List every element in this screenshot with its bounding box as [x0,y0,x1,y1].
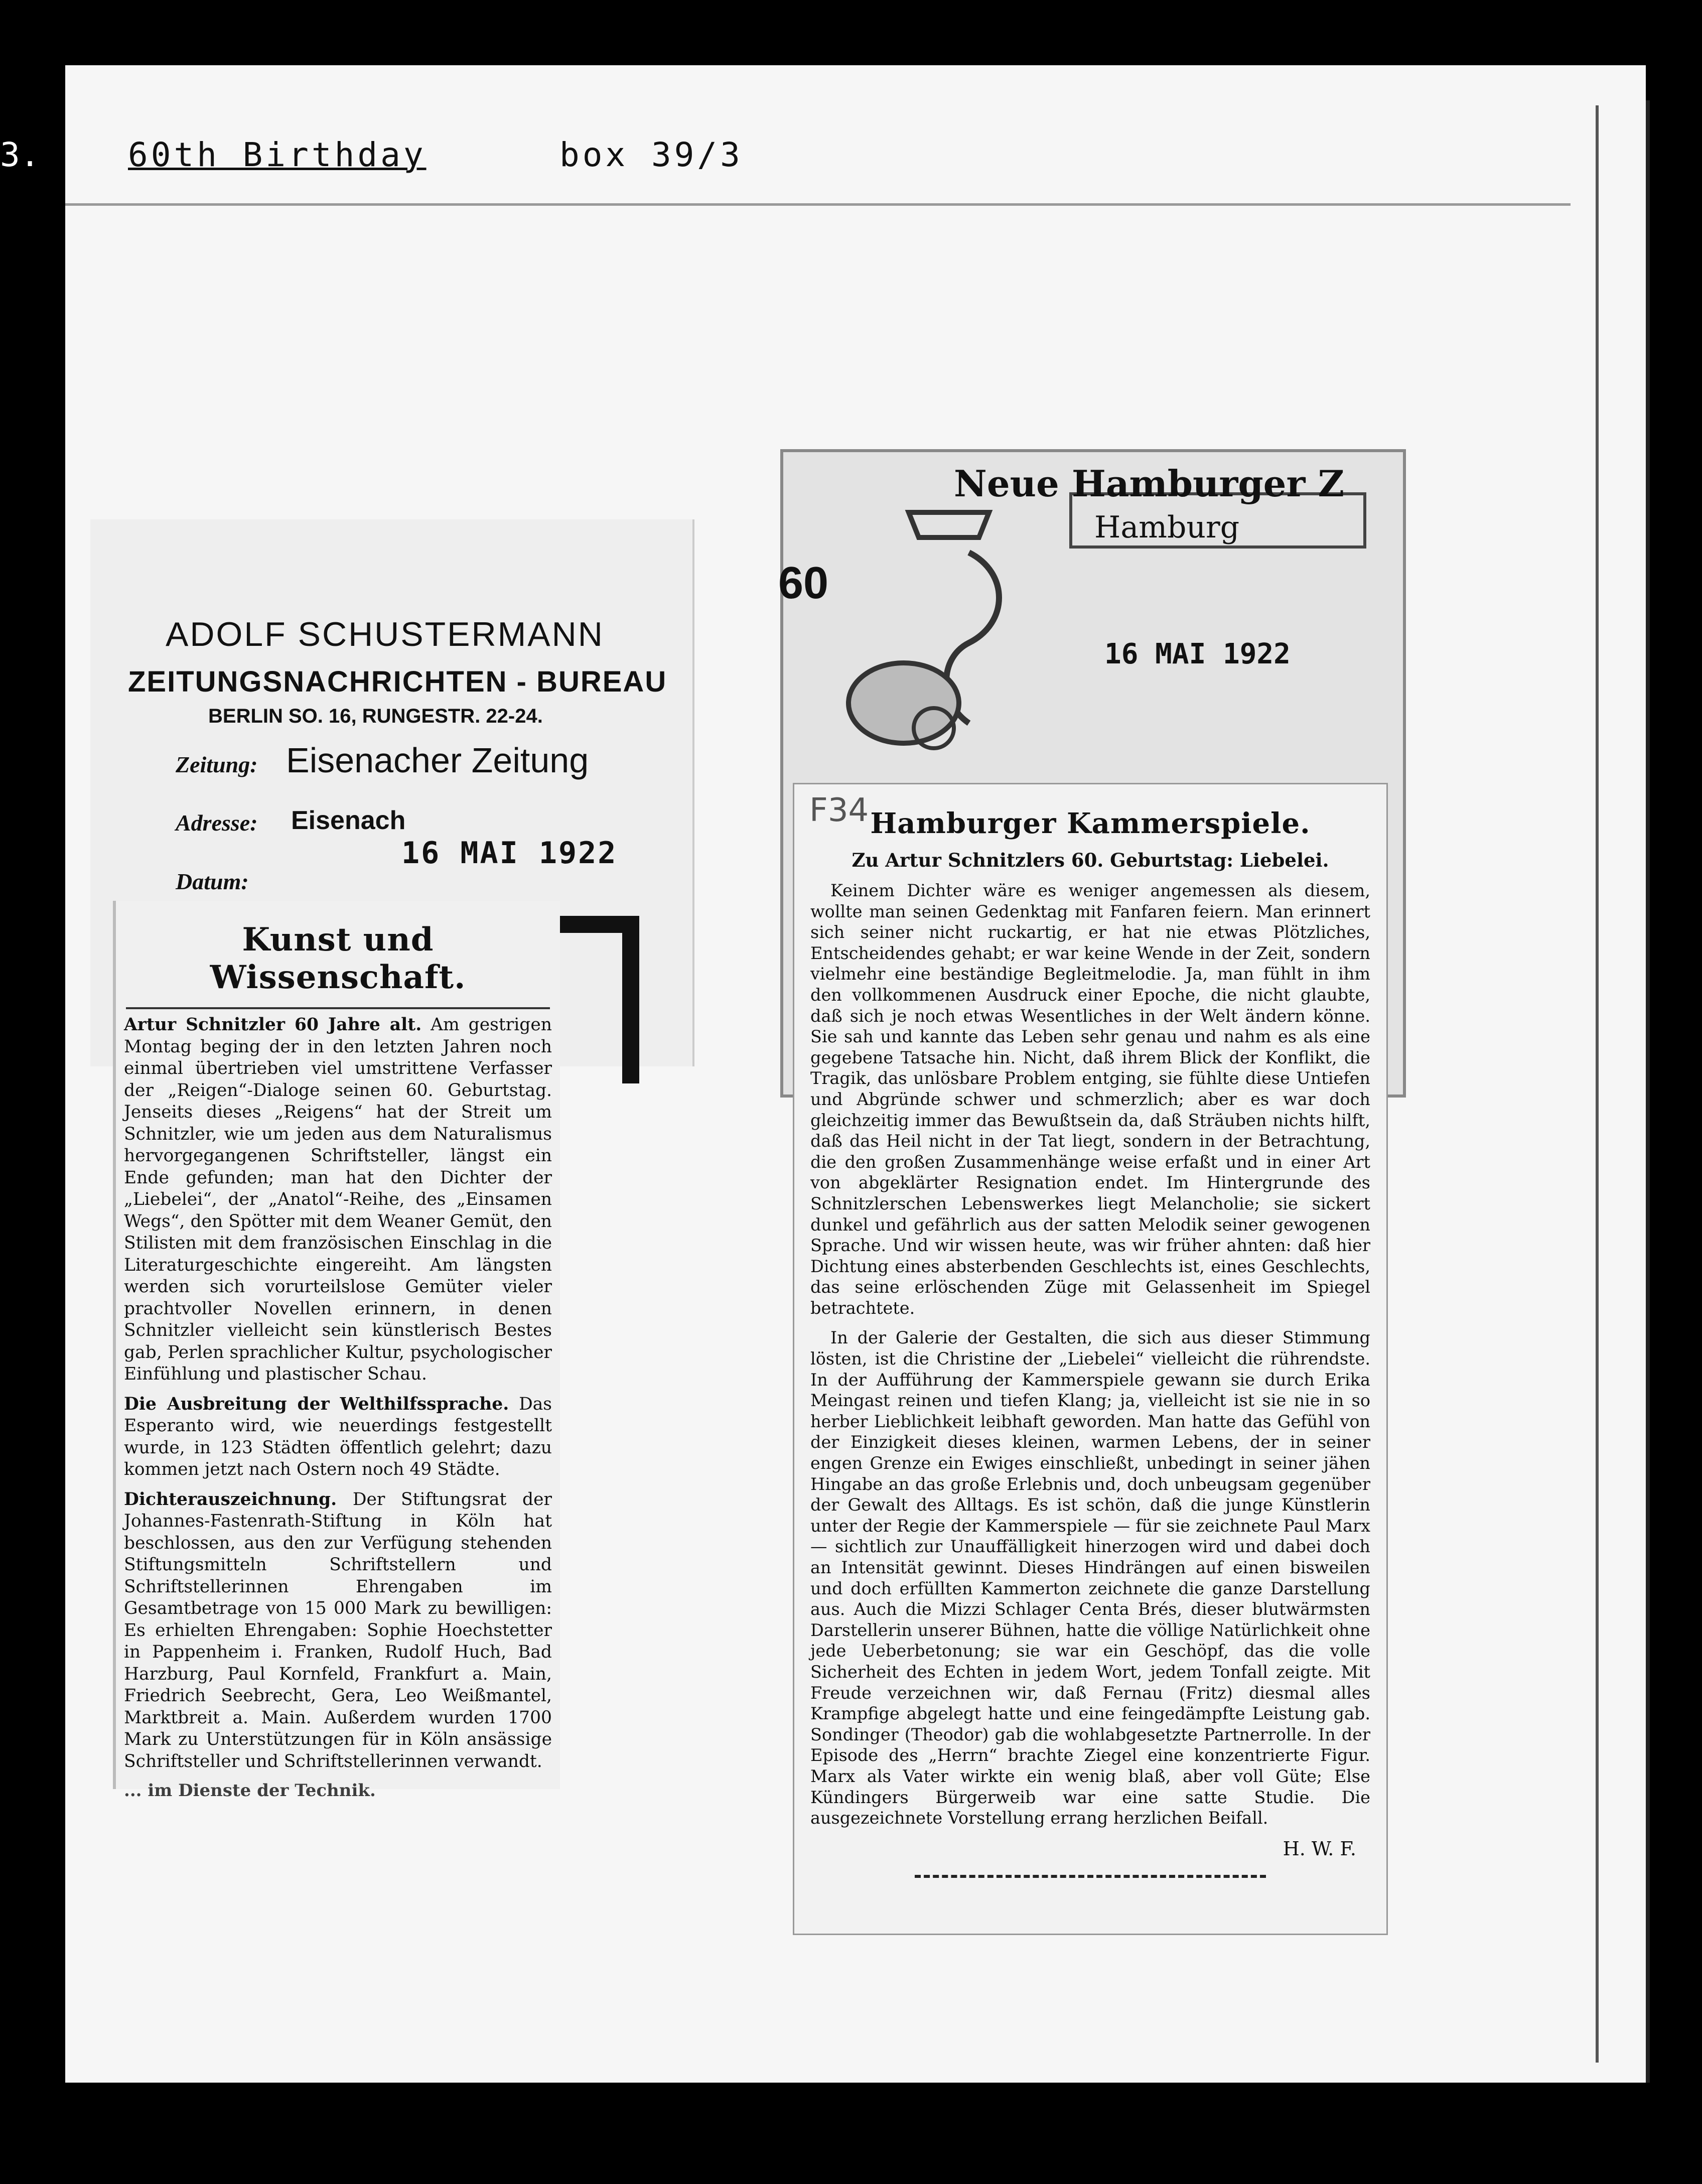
bureau-subtitle: ZEITUNGSNACHRICHTEN - BUREAU [128,665,667,698]
left-paragraph-3 [124,1489,552,1773]
bureau-address: BERLIN SO. 16, RUNGESTR. 22-24. [208,705,543,727]
left-p1-text: Am gestrigen Montag beging der in den letzten Jahren noch einmal übertrieben viel umstrittene Verfasser der „Reigen“-Dialoge seinen 60. Geburtstag. Jenseits dieses „Reigens“ hat der Streit um Schnitzler, wie um jeden aus dem Naturalismus hervorgegangenen Schriftsteller, längst ein Ende gefunden; man hat den Dichter der „Liebelei“, der „Anatol“-Reihe, des „Einsamen Wegs“, den Spötter mit dem Weaner Gemüt, den Stilisten mit dem französischen Einschlag in die Literaturgeschichte eingereiht. Am längsten werden sich vorurteilslose Gemüter vieler prachtvoller Novellen erinnern, in denen Schnitzler vielleicht sein künstlerisch Bestes gab, Perlen sprachlicher Kultur, psychologischer Einfühlung und plastischer Schau. [124,1015,552,1384]
left-p2-text: Das Esperanto wird, wie neuerdings festgestellt wurde, in 123 Städten öffentlich gelehrt; dazu kommen jetzt nach Ostern noch 49 Städte. [124,1394,552,1479]
stamp-date: 16 MAI 1922 [1104,638,1291,670]
right-clipping [793,783,1388,1935]
left-p2-lead: Die Ausbreitung der Welthilfssprache. [124,1394,509,1414]
header-box-number: box 39/3 [559,135,743,174]
label-adresse: Adresse: [176,810,258,836]
left-paragraph-1 [124,1014,552,1386]
left-p3-lead: Dichterauszeichnung. [124,1489,337,1510]
left-p3-text: Der Stiftungsrat der Johannes-Fastenrath-Stiftung in Köln hat beschlossen, aus den zur Verfügung stehenden Stiftungsmitteln Schriftstellern und Schriftstellerinnen Ehrengaben im Gesamtbetrage von 15 000 Mark zu bewilligen: Es erhielten Ehrengaben: Sophie Hoechstetter in Pappenheim i. Franken, Rudolf Huch, Bad Harzburg, Paul Kornfeld, Frankfurt a. Main, Friedrich Seebrecht, Gera, Leo Weißmantel, Marktbreit a. Main. Außerdem wurden 1700 Mark zu Unterstützungen für in Köln ansässige Schriftsteller und Schriftstellerinnen verwandt. [124,1489,552,1771]
label-datum: Datum: [176,869,249,894]
datum-stamp: 16 MAI 1922 [401,836,618,871]
right-paragraph-2: In der Galerie der Gestalten, die sich aus dieser Stimmung lösten, ist die Christine der „Liebelei“ vielleicht die rührendste. In der Aufführung der Kammerspiele gewann sie durch Erika Meingast reinen und tiefen Klang; ja, vielleicht ist sie nie in so herber Lieblichkeit leibhaft geworden. Man hatte das Gefühl von der Einzigkeit dieses kleinen, warmen Lebens, der in seiner engen Grenze ein Ewiges einschließt, unbedingt in seiner jähen Hingabe an das große Erlebnis und, doch unbeugsam gegenüber der Gewalt des Alltags. Es ist schön, daß die junge Künstlerin unter der Regie der Kammerspiele — für sie zeichnete Paul Marx — sichtlich zur Unauffälligkeit hinerzogen wird und dabei doch an Intensität gewinnt. Dieses Hindrängen auf einen bisweilen und doch erfüllten Kammerton zeichnete die ganze Darstellung aus. Auch die Mizzi Schlager Centa Brés, dieser blutwärmsten Darstellerin unserer Bühnen, hatte die völlige Natürlichkeit ohne jede Ueberbetonung; sie war ein Geschöpf, das die volle Sicherheit des Echten in jedem Wort, jedem Tonfall zeigte. Mit Freude verzeichnen wir, daß Fernau (Fritz) diesmal alles Krampfige abgelegt hatte und eine feingedämpfte Leistung gab. Sondinger (Theodor) gab die wohlabgesetzte Partnerrolle. In der Episode des „Herrn“ brachte Ziegel eine konzentrierte Figur. Marx als Vater wirkte ein wenig blaß, aber voll Güte; Else Kündingers Bürgerweib war eine satte Studie. Die ausgezeichnete Vorstellung errang herzlichen Beifall. [810,1328,1370,1828]
right-article-heading: Hamburger Kammerspiele. [870,807,1311,840]
left-heading-rule [126,1007,550,1009]
left-clipping [113,901,560,1801]
header-title: 60th Birthday [128,135,427,174]
stamp-side-number: 60 [778,558,829,608]
sheet-edge-shadow [1646,100,1650,2083]
handwritten-number: F34 [809,792,869,829]
left-cut-line: ... im Dienste der Technik. [124,1781,376,1801]
right-paragraph-1: Keinem Dichter wäre es weniger angemessen als diesem, wollte man seinen Gedenktag mit Fanfaren feiern. Man erinnert sich seiner nicht ruckartig, er hat nie etwas Plötzliches, Entscheidendes gehabt; er war keine Wende in der Zeit, sondern vielmehr eine beständige Begleitmelodie. Ja, man fühlt in ihm den vollkommenen Ausdruck einer Epoche, die nicht glaubte, daß sich je noch etwas Wesentliches in der Welt ändern könne. Sie sah und kannte das Leben sehr genau und nahm es als eine gegebene Tatsache hin. Nicht, daß ihrem Blick der Konflikt, die Tragik, das unlösbare Problem entging, sie fühlte diese Untiefen und Abgründe schwer und schmerzlich; aber es war doch gleichzeitig immer das Bewußtsein da, daß Sträuben nichts hilft, daß das Heil nicht in der Tat liegt, sondern in der Betrachtung, die den großen Zusammenhänge weise erfaßt und in einer Art von abgeklärter Resignation endet. Im Hintergrunde des Schnitzlerschen Lebenswerkes liegt Melancholie; sie sickert dunkel und gefährlich aus der satten Melodik seiner gewogenen Sprache. Und wir wissen heute, was wir früher ahnten: daß hier Dichtung eines absterbenden Geschlechts ist, eines Geschlechts, das seine erlöschenden Züge mit Gelassenheit im Spiegel betrachtete. [810,881,1370,1318]
right-article-subheading: Zu Artur Schnitzlers 60. Geburtstag: Liebelei. [852,849,1329,871]
end-rule [915,1875,1266,1881]
sheet-edge-line [1596,105,1599,2063]
gramophone-icon [838,492,1049,773]
left-p1-lead: Artur Schnitzler 60 Jahre alt. [124,1015,422,1035]
adresse-value: Eisenach [291,806,406,835]
left-article-heading: Kunst und Wissenschaft. [210,921,466,996]
author-signature: H. W. F. [1283,1837,1356,1860]
zeitung-value: Eisenacher Zeitung [286,741,589,780]
stamp-city: Hamburg [1094,510,1240,545]
header-divider [65,203,1571,206]
stamp-newspaper-title: Neue Hamburger Z [954,462,1345,505]
bureau-name: ADOLF SCHUSTERMANN [166,615,604,653]
header-left-mark: 3. [0,135,40,174]
label-zeitung: Zeitung: [176,752,258,777]
left-paragraph-2 [124,1394,552,1481]
